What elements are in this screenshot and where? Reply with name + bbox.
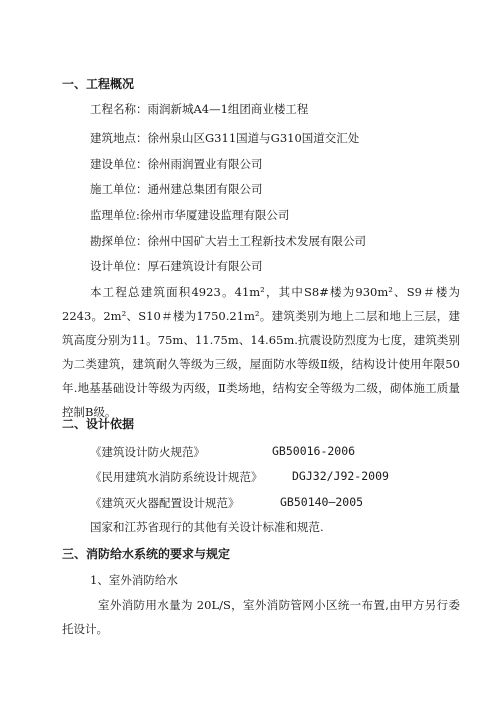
section-1-heading: 一、工程概况 [62,77,135,91]
project-name: 工程名称：雨润新城A4—1组团商业楼工程 [90,102,309,116]
designer-unit: 设计单位：厚石建筑设计有限公司 [90,259,263,273]
surveyor-unit: 勘探单位：徐州中国矿大岩土工程新技术发展有限公司 [90,234,366,248]
section-2-heading: 二、设计依据 [62,417,135,431]
project-location: 建筑地点：徐州泉山区G311国道与G310国道交汇处 [90,131,360,145]
reference-name: 《民用建筑水消防系统设计规范》 [90,470,263,484]
section-3-heading: 三、消防给水系统的要求与规定 [62,547,231,561]
subsection-heading: 1、室外消防给水 [90,573,178,587]
contractor-unit: 施工单位：通州建总集团有限公司 [90,182,263,196]
reference-code: GB50140—2005 [280,495,364,509]
reference-code: DGJ32/J92-2009 [292,469,389,483]
outdoor-fire-water-paragraph: 室外消防用水量为 20L/S，室外消防管网小区统一布置,由甲方另行委托设计。 [62,598,460,636]
owner-unit: 建设单位：徐州雨润置业有限公司 [90,157,263,171]
reference-code: GB50016-2006 [272,444,356,458]
project-summary-paragraph: 本工程总建筑面积4923。41m²，其中S8#楼为930m²、S9＃楼为2243。2m²、S10＃楼为1750.21m²。建筑类别为地上二层和地上三层，建筑高度分别为11。75m、11.75m、14.65m.抗震设防烈度为七度，建筑类别为二类建筑，建筑耐久等级为三级，屋面防水等级Ⅱ级，结构设计使用年限50年.地基基础设计等级为丙级，Ⅱ类场地，结构安全等级为二级，砌体施工质量控制B级。 [62,285,460,419]
reference-name: 《建筑设计防火规范》 [90,445,205,459]
supervisor-unit: 监理单位:徐州市华厦建设监理有限公司 [90,208,290,222]
references-note: 国家和江苏省现行的其他有关设计标准和规范. [90,520,324,534]
reference-name: 《建筑灭火器配置设计规范》 [90,496,240,510]
